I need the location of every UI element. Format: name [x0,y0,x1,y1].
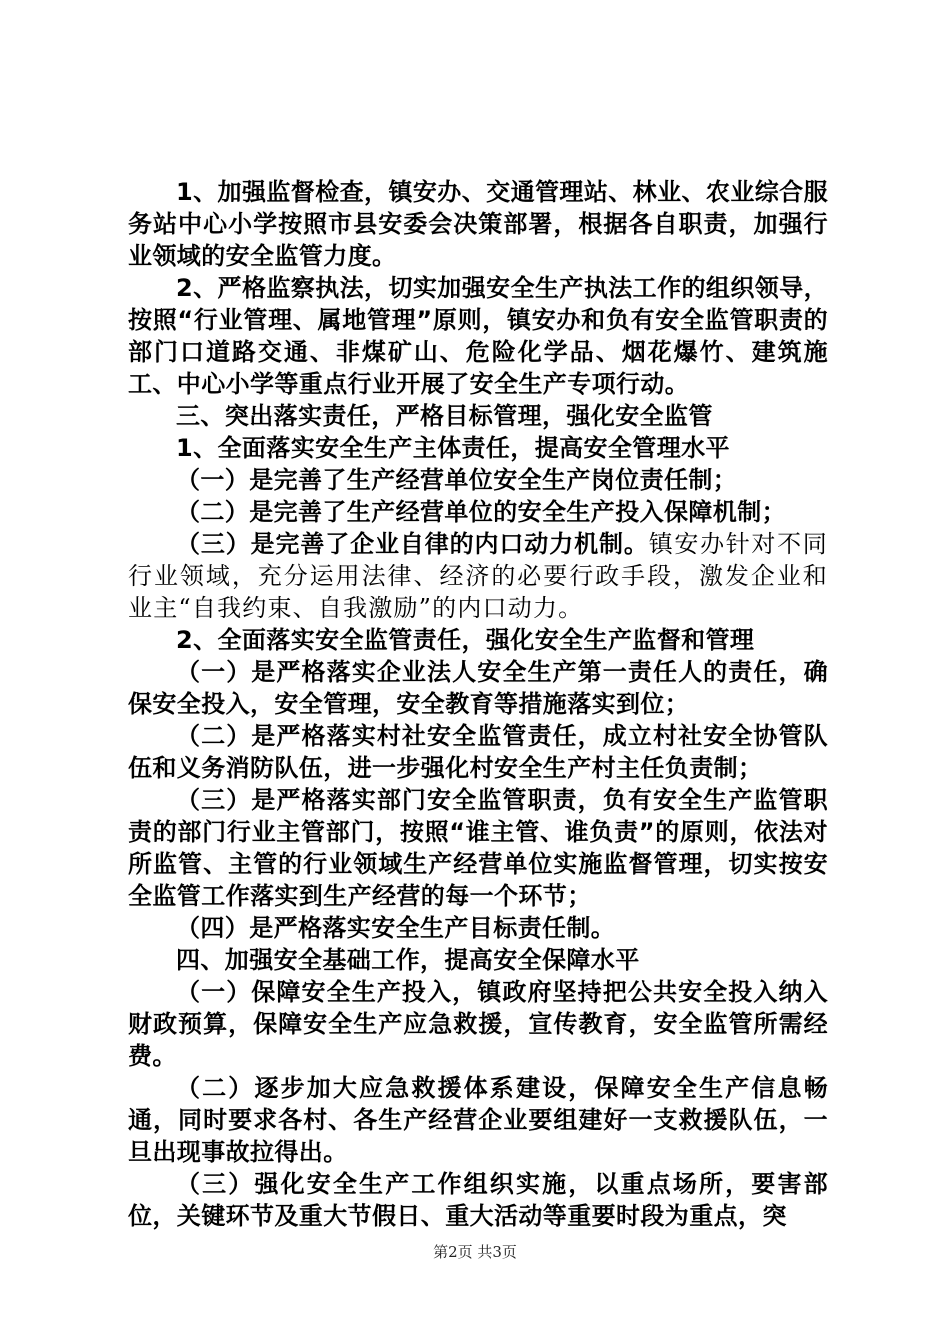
list-item-3-2-4: （四）是严格落实安全生产目标责任制。 [176,914,616,942]
section-heading-3: 三、突出落实责任，严格目标管理，强化安全监管 [176,402,713,430]
list-item-3-1-3 [128,528,828,624]
document-body [128,176,828,1232]
paragraph-2: 2、严格监察执法，切实加强安全生产执法工作的组织领导，按照“行业管理、属地管理”原则，镇安办和负有安全监管职责的部门口道路交通、非煤矿山、危险化学品、烟花爆竹、建筑施工、中心小学等重点行业开展了安全生产专项行动。 [128,274,828,398]
list-item-3-1-1: （一）是完善了生产经营单位安全生产岗位责任制； [176,466,738,494]
subheading-3-2: 2、全面落实安全监管责任，强化安全生产监督和管理 [176,626,755,654]
list-item-3-2-3: （三）是严格落实部门安全监管职责，负有安全生产监管职责的部门行业主管部门，按照“谁主管、谁负责”的原则，依法对所监管、主管的行业领域生产经营单位实施监督管理，切实按安全监管工作落实到生产经营的每一个环节； [128,786,828,910]
list-item-3-2-1: （一）是严格落实企业法人安全生产第一责任人的责任，确保安全投入，安全管理，安全教育等措施落实到位； [128,658,828,718]
paragraph-1: 1、加强监督检查，镇安办、交通管理站、林业、农业综合服务站中心小学按照市县安委会决策部署，根据各自职责，加强行业领域的安全监管力度。 [128,178,828,270]
list-item-3-2-2: （二）是严格落实村社安全监管责任，成立村社安全协管队伍和义务消防队伍，进一步强化村安全生产村主任负责制； [128,722,828,782]
list-item-3-1-2: （二）是完善了生产经营单位的安全生产投入保障机制； [176,498,786,526]
section-heading-4: 四、加强安全基础工作，提高安全保障水平 [176,946,640,974]
list-item-4-3: （三）强化安全生产工作组织实施，以重点场所，要害部位，关键环节及重大节假日、重大活动等重要时段为重点，突 [128,1170,828,1230]
subheading-3-1: 1、全面落实安全生产主体责任，提高安全管理水平 [176,434,730,462]
list-item-4-1: （一）保障安全生产投入，镇政府坚持把公共安全投入纳入财政预算，保障安全生产应急救援，宣传教育，安全监管所需经费。 [128,978,828,1070]
list-item-4-2: （二）逐步加大应急救援体系建设，保障安全生产信息畅通，同时要求各村、各生产经营企业要组建好一支救援队伍，一旦出现事故拉得出。 [128,1074,828,1166]
page-number-footer: 第2页 共3页 [433,1243,517,1261]
list-item-3-1-3-lead: （三）是完善了企业自律的内口动力机制。 [176,530,649,558]
list-item-3-1-3-continuation: 镇安办针对不同行业领域，充分运用法律、经济的必要行政手段，激发企业和业主“自我约束、自我激励”的内口动力。 [128,530,828,622]
